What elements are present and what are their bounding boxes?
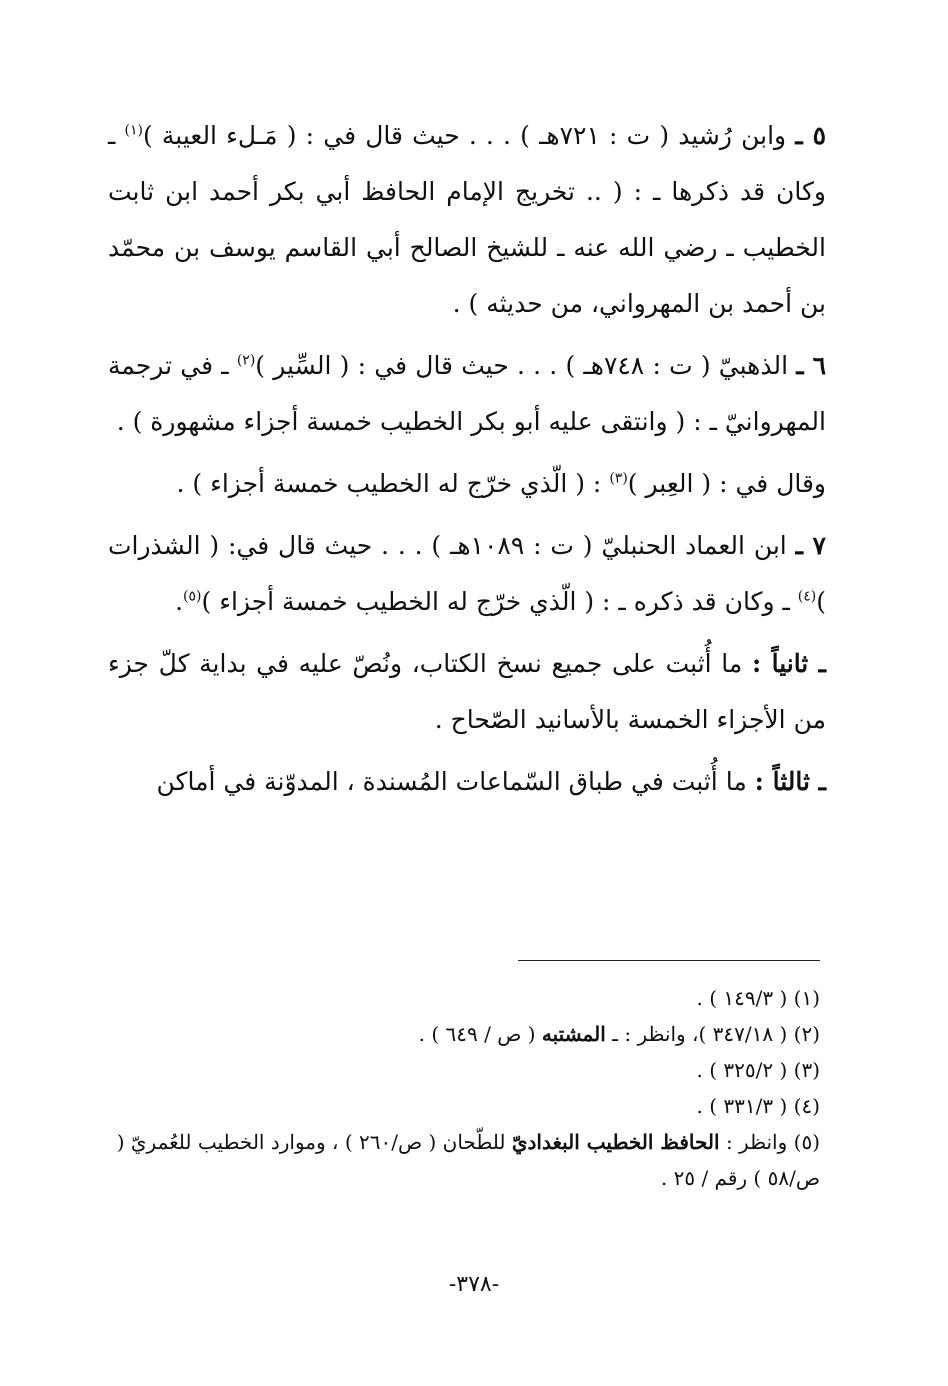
footnote-text-end: ( ص / ٦٤٩ ) . <box>418 1022 536 1046</box>
footnote-ref: (١) <box>124 122 143 139</box>
paragraph-text: وابن رُشيد ( ت : ٧٢١هـ ) . . . حيث قال في : ( مَـلء العيبة ) <box>142 121 787 150</box>
section-label: ـ ثالثاً : <box>754 767 826 796</box>
paragraph-text: الذهبيّ ( ت : ٧٤٨هـ ) . . . حيث قال في : ( السِّير ) <box>255 351 789 380</box>
paragraph-6 <box>108 754 826 810</box>
footnote-number: (٣) <box>793 1058 820 1082</box>
footnote-number: (٤) <box>793 1094 820 1118</box>
footnote-ref: (٢) <box>236 352 256 369</box>
paragraph-text: وقال في : ( العِبر ) <box>627 469 826 498</box>
section-label: ـ ثانياً : <box>751 649 826 678</box>
paragraph-end: . <box>175 587 184 616</box>
footnote-text: ( ٣٢٥/٢ ) . <box>696 1058 788 1082</box>
footnote <box>108 1052 820 1088</box>
page-number: -٣٧٨- <box>448 1272 500 1297</box>
footnote-title: المشتبه <box>541 1022 606 1046</box>
footnote-number: (٥) <box>793 1130 820 1154</box>
paragraph-5 <box>108 636 826 748</box>
item-number: ٧ ـ <box>795 531 826 560</box>
footnote <box>108 1016 820 1052</box>
item-number: ٥ ـ <box>795 121 826 150</box>
footnote-number: (١) <box>793 986 820 1010</box>
paragraph-3 <box>108 456 826 512</box>
paragraph-tail: : ( الّذي خرّج له الخطيب خمسة أجزاء ) . <box>176 469 602 498</box>
item-number: ٦ ـ <box>796 351 826 380</box>
footnotes <box>108 980 820 1196</box>
paragraph-2 <box>108 338 826 450</box>
footnote-number: (٢) <box>793 1022 820 1046</box>
paragraph-tail: ـ وكان قد ذكرها ـ : ( .. تخريج الإمام الحافظ أبي بكر أحمد ابن ثابت الخطيب ـ رضي الله عنه ـ للشيخ الصالح أبي القاسم يوسف بن محمّد بن أحمد بن المهرواني، من حديثه ) . <box>108 121 826 318</box>
footnote-ref: (٣) <box>609 470 628 487</box>
footnote-text: وانظر : <box>725 1130 788 1154</box>
footnote-text: ( ٣٣١/٣ ) . <box>696 1094 788 1118</box>
paragraph-text: ما أُثبت في طباق السّماعات المُسندة ، المدوّنة في أماكن <box>156 767 747 796</box>
footnote <box>108 980 820 1016</box>
footnote-title: الحافظ الخطيب البغداديّ <box>511 1130 720 1154</box>
paragraph-tail: ـ في ترجمة المهروانيّ ـ : ( وانتقى عليه أبو بكر الخطيب خمسة أجزاء مشهورة ) . <box>108 351 826 436</box>
footnote <box>108 1088 820 1124</box>
footnote-divider <box>518 960 820 961</box>
paragraph-1 <box>108 108 826 332</box>
footnote <box>108 1124 820 1196</box>
paragraph-4 <box>108 518 826 630</box>
footnote-ref: (٥) <box>183 588 202 605</box>
footnote-text-end: للطّحان ( ص/٢٦٠ ) ، وموارد الخطيب للعُمريّ ( ص/٥٨ ) رقم / ٢٥ . <box>116 1130 820 1190</box>
paragraph-text: ما أُثبت على جميع نسخ الكتاب، ونُصّ عليه في بداية كلّ جزء من الأجزاء الخمسة بالأسانيد الصّحاح . <box>108 649 826 734</box>
footnote-ref: (٤) <box>797 588 817 605</box>
footnote-text: ( ٣٤٧/١٨ )، وانظر : ـ <box>612 1022 788 1046</box>
main-text <box>108 108 826 816</box>
footnote-text: ( ١٤٩/٣ ) . <box>696 986 788 1010</box>
paragraph-tail: ـ وكان قد ذكره ـ : ( الّذي خرّج له الخطيب خمسة أجزاء ) <box>201 587 790 616</box>
paragraph-text: ابن العماد الحنبليّ ( ت : ١٠٨٩هـ ) . . . حيث قال في: ( الشذرات ) <box>108 531 826 616</box>
